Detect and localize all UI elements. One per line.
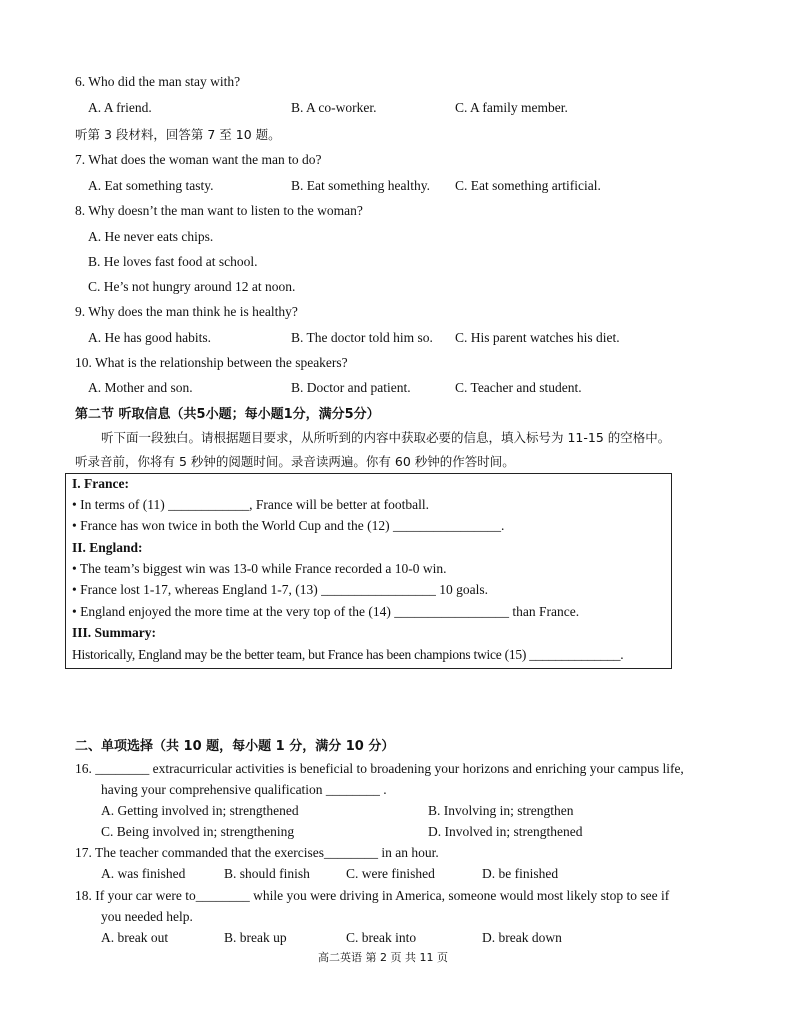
- q9-option-b: B. The doctor told him so.: [291, 330, 433, 345]
- q10-option-c: C. Teacher and student.: [455, 380, 582, 395]
- box-line-biggest-win: • The team’s biggest win was 13-0 while France recorded a 10-0 win.: [72, 561, 447, 576]
- q18-option-d: D. break down: [482, 930, 562, 945]
- q6-option-c: C. A family member.: [455, 100, 568, 115]
- q18-option-c: C. break into: [346, 930, 417, 945]
- q18-option-b: B. break up: [224, 930, 287, 945]
- box-line-12: • France has won twice in both the World Cup and the (12) ________________.: [72, 518, 505, 533]
- q7-option-a: A. Eat something tasty.: [88, 178, 214, 193]
- q7-option-b: B. Eat something healthy.: [291, 178, 430, 193]
- q16-option-b: B. Involving in; strengthen: [428, 803, 574, 818]
- question-6-stem: 6. Who did the man stay with?: [75, 74, 241, 89]
- section3-intro: 听第 3 段材料，回答第 7 至 10 题。: [75, 127, 281, 142]
- question-17-stem: 17. The teacher commanded that the exercises________ in an hour.: [75, 845, 439, 860]
- question-18-stem-line2: you needed help.: [101, 909, 193, 924]
- question-16-stem-line2: having your comprehensive qualification ________ .: [101, 782, 387, 797]
- q17-option-b: B. should finish: [224, 866, 310, 881]
- question-18-stem-line1: 18. If your car were to________ while you were driving in America, someone would most likely stop to see if: [75, 888, 670, 903]
- q17-option-c: C. were finished: [346, 866, 435, 881]
- part2-heading: 第二节 听取信息（共5小题；每小题1分，满分5分）: [75, 407, 380, 422]
- box-heading-france: I. France:: [72, 476, 129, 491]
- box-line-13: • France lost 1-17, whereas England 1-7, (13) _________________ 10 goals.: [72, 582, 489, 597]
- question-16-stem-line1: 16. ________ extracurricular activities is beneficial to broadening your horizons and enriching your campus life,: [75, 761, 684, 776]
- q10-option-a: A. Mother and son.: [88, 380, 193, 395]
- q10-option-b: B. Doctor and patient.: [291, 380, 411, 395]
- q8-option-b: B. He loves fast food at school.: [88, 254, 258, 269]
- q6-option-a: A. A friend.: [88, 100, 152, 115]
- q18-option-a: A. break out: [101, 930, 169, 945]
- part2-instruction-2: 听录音前，你将有 5 秒钟的阅题时间。录音读两遍。你有 60 秒钟的作答时间。: [75, 454, 515, 469]
- q8-option-a: A. He never eats chips.: [88, 229, 214, 244]
- q17-option-d: D. be finished: [482, 866, 559, 881]
- question-9-stem: 9. Why does the man think he is healthy?: [75, 304, 298, 319]
- q8-option-c: C. He’s not hungry around 12 at noon.: [88, 279, 296, 294]
- part2-instruction-1: 听下面一段独白。请根据题目要求，从所听到的内容中获取必要的信息，填入标号为 11-15 的空格中。: [101, 430, 671, 445]
- box-heading-england: II. England:: [72, 540, 143, 555]
- section2-heading: 二、单项选择（共 10 题，每小题 1 分，满分 10 分）: [75, 739, 395, 754]
- question-8-stem: 8. Why doesn’t the man want to listen to the woman?: [75, 203, 363, 218]
- question-10-stem: 10. What is the relationship between the speakers?: [75, 355, 348, 370]
- box-line-15: Historically, England may be the better team, but France has been champions twice (15) ______________.: [72, 647, 624, 662]
- q17-option-a: A. was finished: [101, 866, 186, 881]
- q16-option-d: D. Involved in; strengthened: [428, 824, 583, 839]
- q6-option-b: B. A co-worker.: [291, 100, 377, 115]
- q9-option-c: C. His parent watches his diet.: [455, 330, 620, 345]
- box-heading-summary: III. Summary:: [72, 625, 157, 640]
- q16-option-c: C. Being involved in; strengthening: [101, 824, 295, 839]
- question-7-stem: 7. What does the woman want the man to do?: [75, 152, 322, 167]
- q9-option-a: A. He has good habits.: [88, 330, 211, 345]
- box-line-11: • In terms of (11) ____________, France will be better at football.: [72, 497, 430, 512]
- q16-option-a: A. Getting involved in; strengthened: [101, 803, 299, 818]
- box-line-14: • England enjoyed the more time at the very top of the (14) _________________ than France.: [72, 604, 580, 619]
- q7-option-c: C. Eat something artificial.: [455, 178, 601, 193]
- page-footer: 高二英语 第 2 页 共 11 页: [318, 951, 448, 964]
- listening-info-box: [65, 473, 672, 669]
